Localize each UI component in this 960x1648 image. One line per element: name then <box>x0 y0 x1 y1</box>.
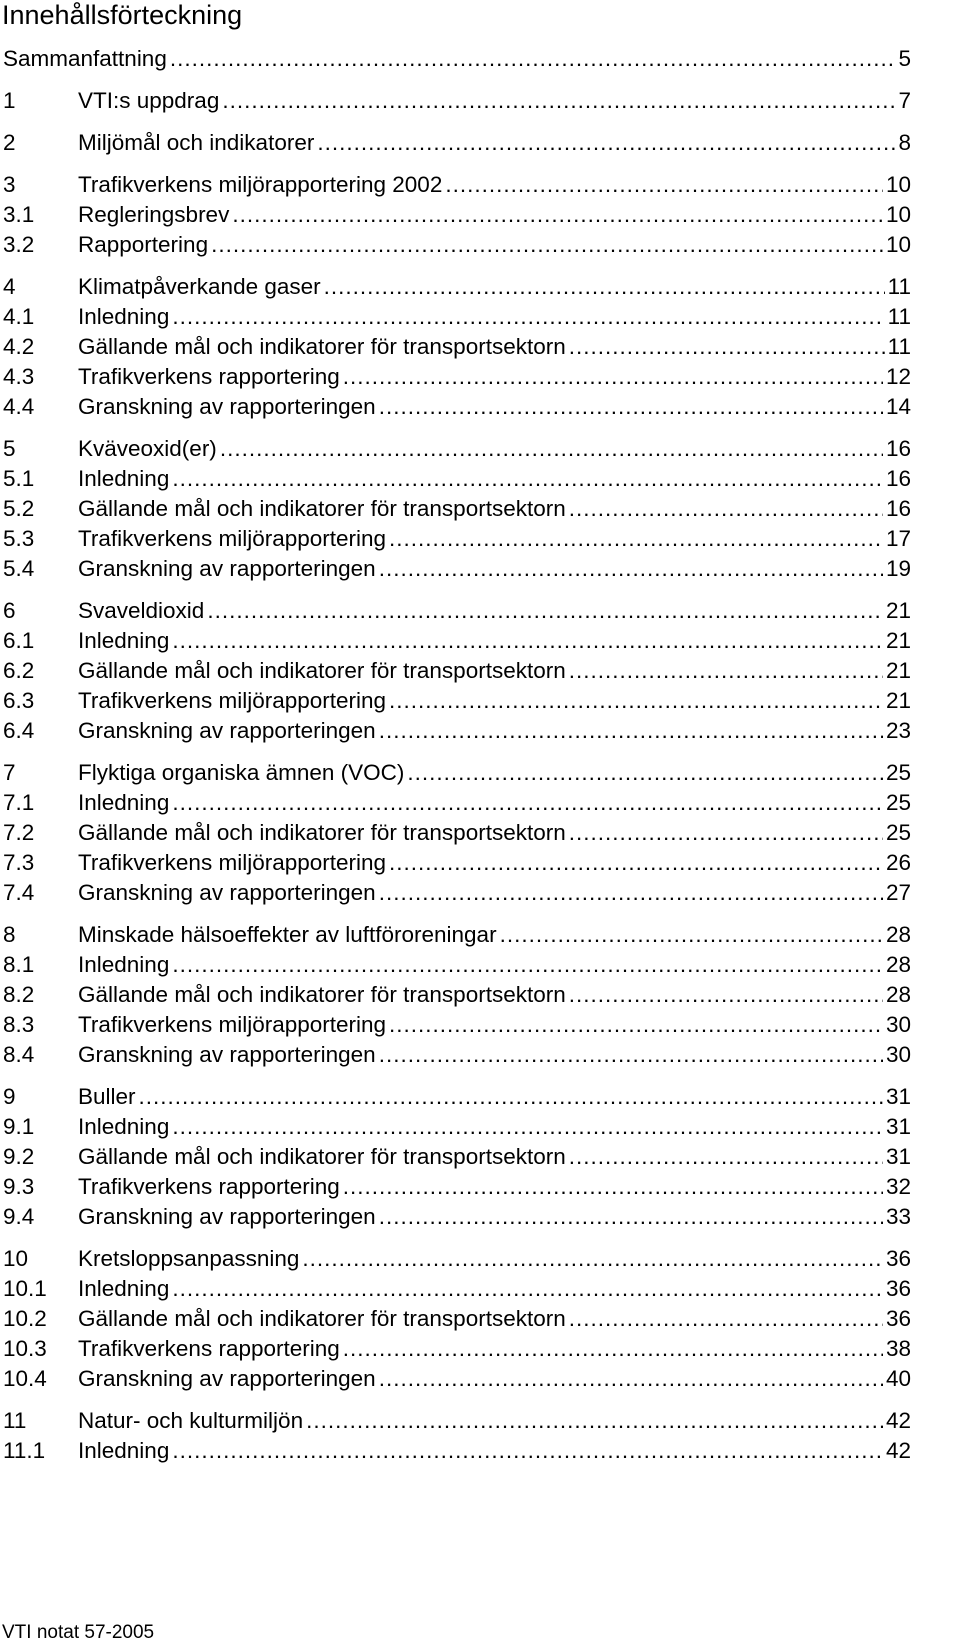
toc-entry-title: Inledning <box>78 628 170 653</box>
toc-dot-leader <box>317 128 895 158</box>
toc-entry-page: 36 <box>885 1276 911 1301</box>
toc-dot-leader <box>172 788 883 818</box>
toc-entry[interactable] <box>3 170 911 200</box>
toc-entry-page: 28 <box>885 922 911 947</box>
toc-entry-number: 5.3 <box>3 526 35 551</box>
toc-dot-leader <box>172 1436 883 1466</box>
toc-entry-title: Trafikverkens miljörapportering 2002 <box>78 172 443 197</box>
toc-entry-page: 23 <box>885 718 911 743</box>
toc-dot-leader <box>379 1202 883 1232</box>
toc-entry-number: 6.2 <box>3 658 35 683</box>
toc-entry-page: 30 <box>885 1042 911 1067</box>
toc-entry-title: Buller <box>78 1084 136 1109</box>
toc-entry[interactable] <box>3 920 911 950</box>
toc-entry[interactable] <box>3 524 911 554</box>
toc-entry-page: 21 <box>885 628 911 653</box>
toc-entry-title: Gällande mål och indikatorer för transportsektorn <box>78 1306 566 1331</box>
toc-entry-title: Trafikverkens miljörapportering <box>78 688 387 713</box>
toc-entry-title: Granskning av rapporteringen <box>78 880 376 905</box>
toc-dot-leader <box>324 272 885 302</box>
toc-entry[interactable] <box>3 596 911 626</box>
toc-dot-leader <box>389 524 883 554</box>
toc-dot-leader <box>407 758 883 788</box>
toc-dot-leader <box>569 1142 883 1172</box>
toc-entry-page: 42 <box>885 1438 911 1463</box>
toc-dot-leader <box>389 686 883 716</box>
toc-entry[interactable] <box>3 1202 911 1232</box>
toc-entry-title: Inledning <box>78 1114 170 1139</box>
toc-entry[interactable] <box>3 128 911 158</box>
toc-entry[interactable] <box>3 86 911 116</box>
toc-dot-leader <box>343 1172 883 1202</box>
toc-entry-title: Trafikverkens rapportering <box>78 364 340 389</box>
toc-entry-page: 5 <box>898 46 911 71</box>
toc-entry-number: 3 <box>3 172 16 197</box>
toc-entry-page: 10 <box>885 172 911 197</box>
toc-entry[interactable] <box>3 1406 911 1436</box>
toc-entry-title: Sammanfattning <box>3 46 167 71</box>
toc-entry-number: 3.2 <box>3 232 35 257</box>
toc-entry[interactable] <box>3 626 911 656</box>
toc-entry-number: 10 <box>3 1246 29 1271</box>
toc-entry-number: 4.2 <box>3 334 35 359</box>
toc-entry-title: Granskning av rapporteringen <box>78 1366 376 1391</box>
toc-entry-page: 8 <box>898 130 911 155</box>
toc-entry[interactable] <box>3 1436 911 1466</box>
toc-dot-leader <box>232 200 883 230</box>
toc-entry-title: Inledning <box>78 466 170 491</box>
page-title: Innehållsförteckning <box>2 0 243 30</box>
toc-entry-page: 40 <box>885 1366 911 1391</box>
toc-dot-leader <box>172 1112 883 1142</box>
toc-entry-number: 4.3 <box>3 364 35 389</box>
toc-entry[interactable] <box>3 656 911 686</box>
toc-dot-leader <box>343 362 883 392</box>
toc-dot-leader <box>389 848 883 878</box>
toc-entry-page: 36 <box>885 1246 911 1271</box>
toc-entry-title: Trafikverkens rapportering <box>78 1174 340 1199</box>
toc-dot-leader <box>379 716 883 746</box>
toc-entry-title: Gällande mål och indikatorer för transportsektorn <box>78 982 566 1007</box>
toc-entry-title: Klimatpåverkande gaser <box>78 274 321 299</box>
toc-entry[interactable] <box>3 1142 911 1172</box>
toc-entry-page: 27 <box>885 880 911 905</box>
toc-dot-leader <box>379 878 883 908</box>
toc-dot-leader <box>445 170 883 200</box>
toc-entry[interactable] <box>3 44 911 74</box>
toc-entry-number: 7 <box>3 760 16 785</box>
toc-entry[interactable] <box>3 716 911 746</box>
toc-dot-leader <box>569 980 883 1010</box>
toc-entry-page: 12 <box>885 364 911 389</box>
toc-entry-number: 8.1 <box>3 952 35 977</box>
toc-entry[interactable] <box>3 1112 911 1142</box>
toc-entry-page: 21 <box>885 598 911 623</box>
toc-entry-title: Gällande mål och indikatorer för transportsektorn <box>78 658 566 683</box>
toc-dot-leader <box>569 332 885 362</box>
toc-entry-number: 9.3 <box>3 1174 35 1199</box>
toc-entry-number: 10.2 <box>3 1306 47 1331</box>
toc-dot-leader <box>207 596 883 626</box>
toc-entry[interactable] <box>3 1010 911 1040</box>
toc-entry[interactable] <box>3 332 911 362</box>
toc-entry[interactable] <box>3 1244 911 1274</box>
toc-entry-title: Kretsloppsanpassning <box>78 1246 300 1271</box>
toc-dot-leader <box>379 1364 883 1394</box>
toc-entry-title: Inledning <box>78 1276 170 1301</box>
page-footer: VTI notat 57-2005 <box>2 1622 155 1643</box>
toc-entry-number: 6.3 <box>3 688 35 713</box>
toc-entry-number: 7.4 <box>3 880 35 905</box>
toc-entry-page: 21 <box>885 688 911 713</box>
toc-dot-leader <box>211 230 883 260</box>
toc-entry-page: 30 <box>885 1012 911 1037</box>
toc-dot-leader <box>569 494 883 524</box>
toc-entry-title: Granskning av rapporteringen <box>78 556 376 581</box>
toc-entry-number: 3.1 <box>3 202 35 227</box>
toc-entry-number: 9.4 <box>3 1204 35 1229</box>
toc-entry-number: 4.4 <box>3 394 35 419</box>
toc-entry[interactable] <box>3 392 911 422</box>
toc-dot-leader <box>172 302 884 332</box>
toc-entry-title: Trafikverkens miljörapportering <box>78 1012 387 1037</box>
toc-entry-title: Rapportering <box>78 232 209 257</box>
toc-entry[interactable] <box>3 1304 911 1334</box>
toc-dot-leader <box>569 818 883 848</box>
toc-entry-page: 11 <box>887 304 911 329</box>
toc-entry-number: 7.1 <box>3 790 35 815</box>
toc-entry-title: Miljömål och indikatorer <box>78 130 315 155</box>
toc-dot-leader <box>569 656 883 686</box>
toc-dot-leader <box>379 554 883 584</box>
toc-entry-page: 7 <box>898 88 911 113</box>
toc-entry-page: 21 <box>885 658 911 683</box>
toc-entry-title: Granskning av rapporteringen <box>78 718 376 743</box>
toc-entry-title: Gällande mål och indikatorer för transportsektorn <box>78 1144 566 1169</box>
toc-entry-page: 25 <box>885 760 911 785</box>
toc-entry-title: Inledning <box>78 790 170 815</box>
toc-entry-page: 10 <box>885 202 911 227</box>
toc-entry-title: Gällande mål och indikatorer för transportsektorn <box>78 334 566 359</box>
toc-dot-leader <box>220 434 883 464</box>
toc-entry[interactable] <box>3 758 911 788</box>
toc-entry-title: Kväveoxid(er) <box>78 436 217 461</box>
toc-entry[interactable] <box>3 818 911 848</box>
toc-entry[interactable] <box>3 848 911 878</box>
toc-entry-title: Gällande mål och indikatorer för transportsektorn <box>78 820 566 845</box>
toc-entry[interactable] <box>3 1040 911 1070</box>
toc-entry-number: 10.1 <box>3 1276 47 1301</box>
toc-entry[interactable] <box>3 230 911 260</box>
toc-entry-title: Granskning av rapporteringen <box>78 1042 376 1067</box>
toc-entry-number: 4 <box>3 274 16 299</box>
toc-entry-page: 42 <box>885 1408 911 1433</box>
toc-entry-page: 14 <box>885 394 911 419</box>
toc-entry-number: 8.2 <box>3 982 35 1007</box>
toc-entry-page: 26 <box>885 850 911 875</box>
toc-entry-page: 28 <box>885 982 911 1007</box>
toc-entry-number: 1 <box>3 88 16 113</box>
toc-entry-title: Trafikverkens rapportering <box>78 1336 340 1361</box>
toc-dot-leader <box>172 626 883 656</box>
toc-entry-page: 17 <box>885 526 911 551</box>
toc-entry-number: 5.4 <box>3 556 35 581</box>
toc-entry[interactable] <box>3 950 911 980</box>
toc-entry[interactable] <box>3 788 911 818</box>
toc-entry-number: 4.1 <box>3 304 35 329</box>
toc-entry[interactable] <box>3 980 911 1010</box>
toc-entry-number: 10.3 <box>3 1336 47 1361</box>
toc-entry-page: 32 <box>885 1174 911 1199</box>
toc-entry-title: VTI:s uppdrag <box>78 88 220 113</box>
toc-entry[interactable] <box>3 878 911 908</box>
toc-dot-leader <box>389 1010 883 1040</box>
toc-entry-title: Granskning av rapporteringen <box>78 394 376 419</box>
toc-entry[interactable] <box>3 464 911 494</box>
toc-entry-title: Svaveldioxid <box>78 598 205 623</box>
toc-entry-page: 16 <box>885 466 911 491</box>
toc-entry[interactable] <box>3 1172 911 1202</box>
toc-entry-number: 7.3 <box>3 850 35 875</box>
toc-dot-leader <box>302 1244 883 1274</box>
toc-entry-title: Inledning <box>78 1438 170 1463</box>
toc-entry[interactable] <box>3 554 911 584</box>
toc-entry-title: Natur- och kulturmiljön <box>78 1408 304 1433</box>
toc-dot-leader <box>172 1274 883 1304</box>
toc-entry-number: 5 <box>3 436 16 461</box>
toc-entry-number: 7.2 <box>3 820 35 845</box>
toc-dot-leader <box>306 1406 883 1436</box>
toc-entry-page: 16 <box>885 436 911 461</box>
toc-entry-number: 11 <box>3 1408 27 1433</box>
toc-entry-number: 6.1 <box>3 628 35 653</box>
toc-dot-leader <box>172 464 883 494</box>
toc-entry-number: 2 <box>3 130 16 155</box>
toc-entry[interactable] <box>3 272 911 302</box>
toc-entry-title: Trafikverkens miljörapportering <box>78 526 387 551</box>
toc-entry[interactable] <box>3 362 911 392</box>
toc-entry-title: Regleringsbrev <box>78 202 230 227</box>
toc-entry-title: Inledning <box>78 952 170 977</box>
toc-entry-page: 19 <box>885 556 911 581</box>
toc-entry-page: 33 <box>885 1204 911 1229</box>
toc-entry-title: Inledning <box>78 304 170 329</box>
toc-dot-leader <box>379 1040 883 1070</box>
toc-entry-page: 10 <box>885 232 911 257</box>
toc-dot-leader <box>170 44 896 74</box>
toc-entry-page: 28 <box>885 952 911 977</box>
toc-entry[interactable] <box>3 494 911 524</box>
toc-entry-number: 10.4 <box>3 1366 47 1391</box>
toc-entry-page: 11 <box>887 274 911 299</box>
toc-entry[interactable] <box>3 200 911 230</box>
toc-dot-leader <box>343 1334 883 1364</box>
toc-entry-number: 9.1 <box>3 1114 35 1139</box>
toc-entry-number: 5.2 <box>3 496 35 521</box>
toc-entry-page: 25 <box>885 820 911 845</box>
toc-dot-leader <box>172 950 883 980</box>
toc-entry-page: 16 <box>885 496 911 521</box>
toc-entry-page: 25 <box>885 790 911 815</box>
toc-entry-page: 38 <box>885 1336 911 1361</box>
toc-entry-page: 36 <box>885 1306 911 1331</box>
toc-entry-number: 9.2 <box>3 1144 35 1169</box>
toc-entry-title: Trafikverkens miljörapportering <box>78 850 387 875</box>
toc-entry-page: 31 <box>885 1144 911 1169</box>
toc-entry-number: 8 <box>3 922 16 947</box>
toc-entry-page: 31 <box>885 1084 911 1109</box>
table-of-contents <box>3 44 911 1466</box>
toc-entry-number: 6.4 <box>3 718 35 743</box>
toc-entry[interactable] <box>3 1334 911 1364</box>
toc-entry-number: 6 <box>3 598 16 623</box>
toc-dot-leader <box>222 86 895 116</box>
toc-entry[interactable] <box>3 302 911 332</box>
toc-entry-page: 11 <box>887 334 911 359</box>
toc-entry-title: Granskning av rapporteringen <box>78 1204 376 1229</box>
toc-dot-leader <box>139 1082 883 1112</box>
toc-entry-number: 8.4 <box>3 1042 35 1067</box>
toc-entry-number: 8.3 <box>3 1012 35 1037</box>
toc-entry-title: Gällande mål och indikatorer för transportsektorn <box>78 496 566 521</box>
toc-entry-number: 9 <box>3 1084 16 1109</box>
toc-entry[interactable] <box>3 686 911 716</box>
toc-entry[interactable] <box>3 1364 911 1394</box>
toc-dot-leader <box>379 392 883 422</box>
toc-entry[interactable] <box>3 1274 911 1304</box>
toc-entry[interactable] <box>3 434 911 464</box>
toc-entry-title: Minskade hälsoeffekter av luftföroreningar <box>78 922 497 947</box>
toc-entry-number: 5.1 <box>3 466 35 491</box>
toc-entry-number: 11.1 <box>3 1438 46 1463</box>
toc-entry-page: 31 <box>885 1114 911 1139</box>
toc-dot-leader <box>569 1304 883 1334</box>
toc-entry[interactable] <box>3 1082 911 1112</box>
toc-entry-title: Flyktiga organiska ämnen (VOC) <box>78 760 405 785</box>
toc-dot-leader <box>500 920 883 950</box>
